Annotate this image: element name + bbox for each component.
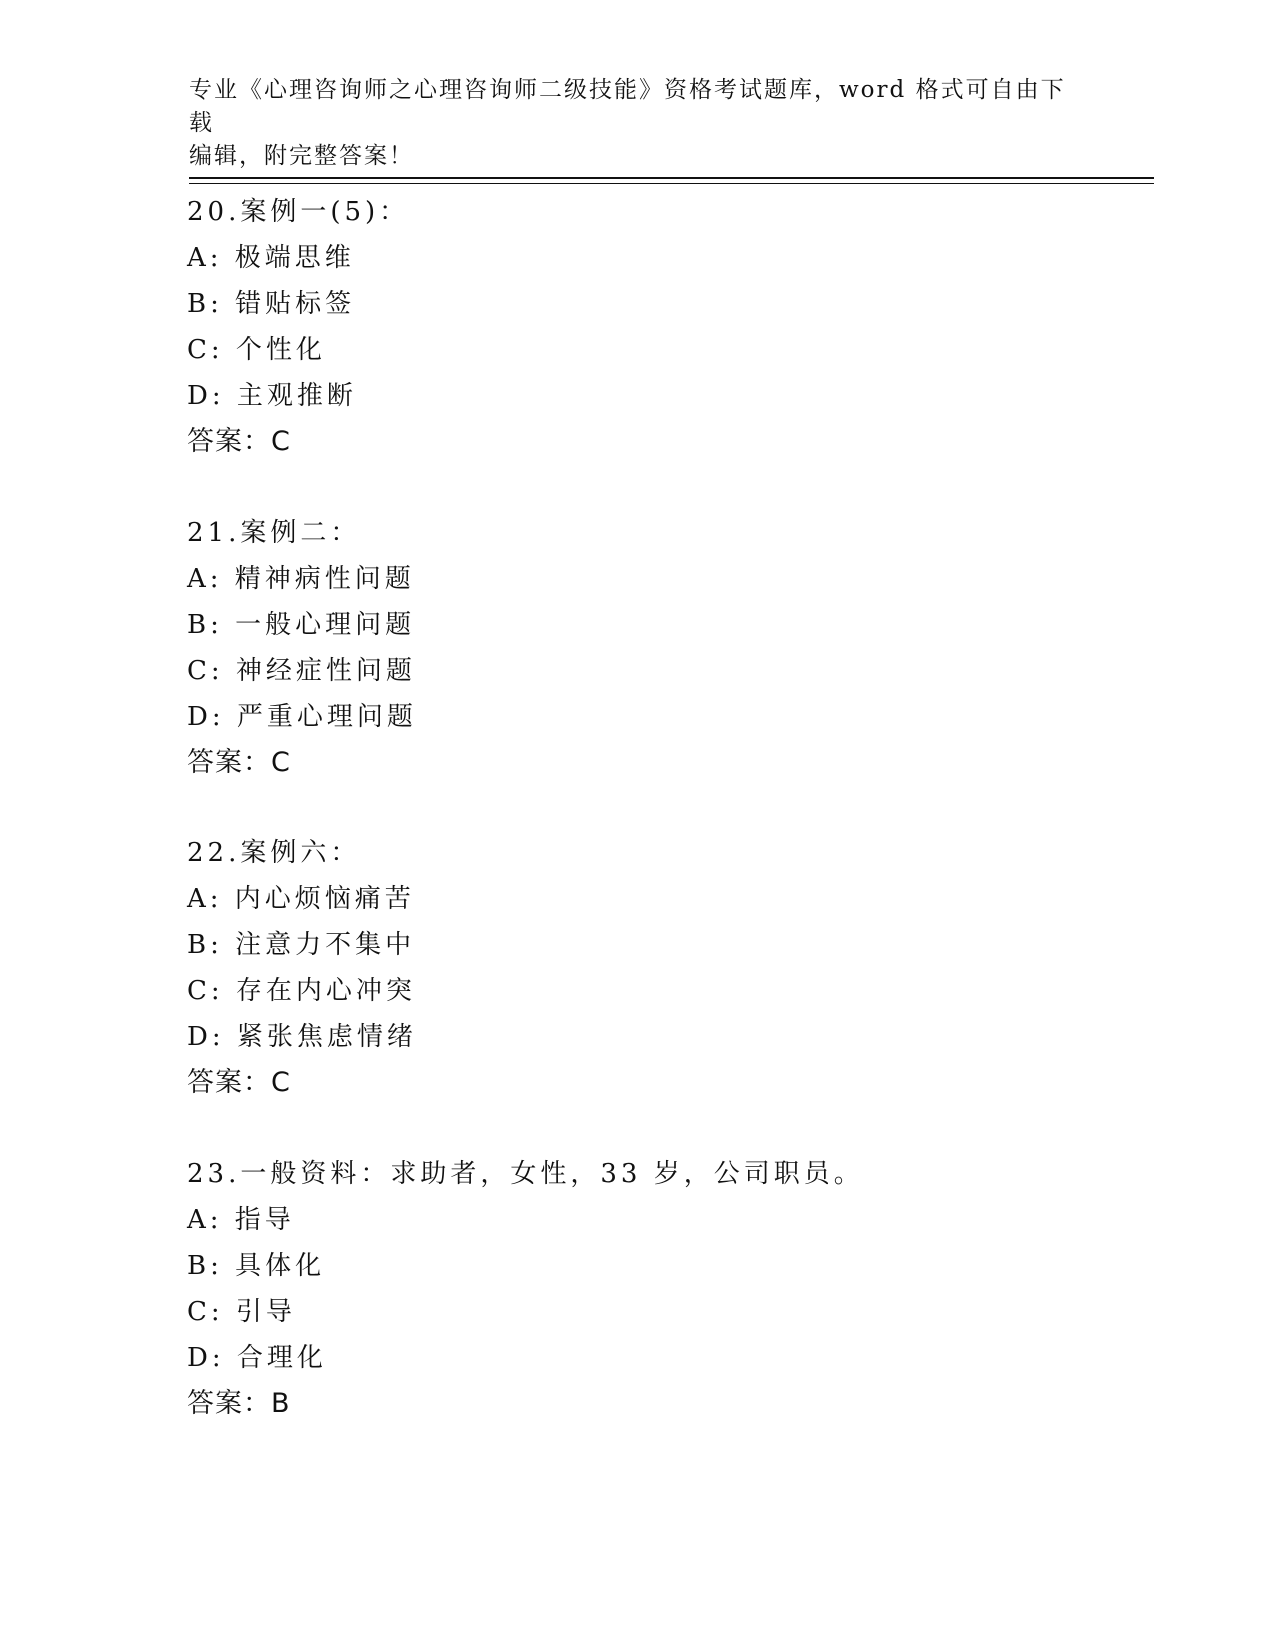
question-21 bbox=[187, 510, 1147, 786]
answer-text: 答案：C bbox=[187, 426, 291, 457]
option-c: C: 存在内心冲突 bbox=[187, 976, 416, 1006]
answer-text: 答案：C bbox=[187, 747, 291, 778]
question-stem: 22.案例六： bbox=[187, 838, 361, 868]
option-c: C: 神经症性问题 bbox=[187, 656, 416, 686]
question-stem: 21.案例二： bbox=[187, 518, 361, 548]
option-b: B: 错贴标签 bbox=[187, 289, 356, 319]
header-line-1: 专业《心理咨询师之心理咨询师二级技能》资格考试题库，word 格式可自由下载 bbox=[189, 77, 1066, 136]
option-d: D: 合理化 bbox=[187, 1343, 327, 1373]
option-d: D: 主观推断 bbox=[187, 381, 357, 411]
option-b: B: 具体化 bbox=[187, 1251, 326, 1281]
header-divider-thick bbox=[189, 177, 1154, 179]
option-b: B: 一般心理问题 bbox=[187, 610, 416, 640]
option-a: A: 极端思维 bbox=[187, 243, 355, 273]
option-a: A: 指导 bbox=[187, 1205, 295, 1235]
option-b: B: 注意力不集中 bbox=[187, 930, 416, 960]
question-stem: 20.案例一(5)： bbox=[187, 197, 410, 227]
option-c: C: 个性化 bbox=[187, 335, 326, 365]
answer-text: 答案：C bbox=[187, 1067, 291, 1098]
document-header bbox=[189, 74, 1089, 173]
option-a: A: 精神病性问题 bbox=[187, 564, 415, 594]
option-d: D: 严重心理问题 bbox=[187, 702, 417, 732]
option-d: D: 紧张焦虑情绪 bbox=[187, 1022, 417, 1052]
header-divider-thin bbox=[189, 183, 1154, 184]
option-c: C: 引导 bbox=[187, 1297, 296, 1327]
option-a: A: 内心烦恼痛苦 bbox=[187, 884, 415, 914]
question-stem: 23.一般资料：求助者，女性，33 岁，公司职员。 bbox=[187, 1159, 864, 1189]
question-20 bbox=[187, 189, 1147, 465]
question-23 bbox=[187, 1151, 1147, 1427]
header-line-2: 编辑，附完整答案！ bbox=[189, 143, 414, 169]
question-22 bbox=[187, 830, 1147, 1106]
answer-text: 答案：B bbox=[187, 1388, 291, 1419]
